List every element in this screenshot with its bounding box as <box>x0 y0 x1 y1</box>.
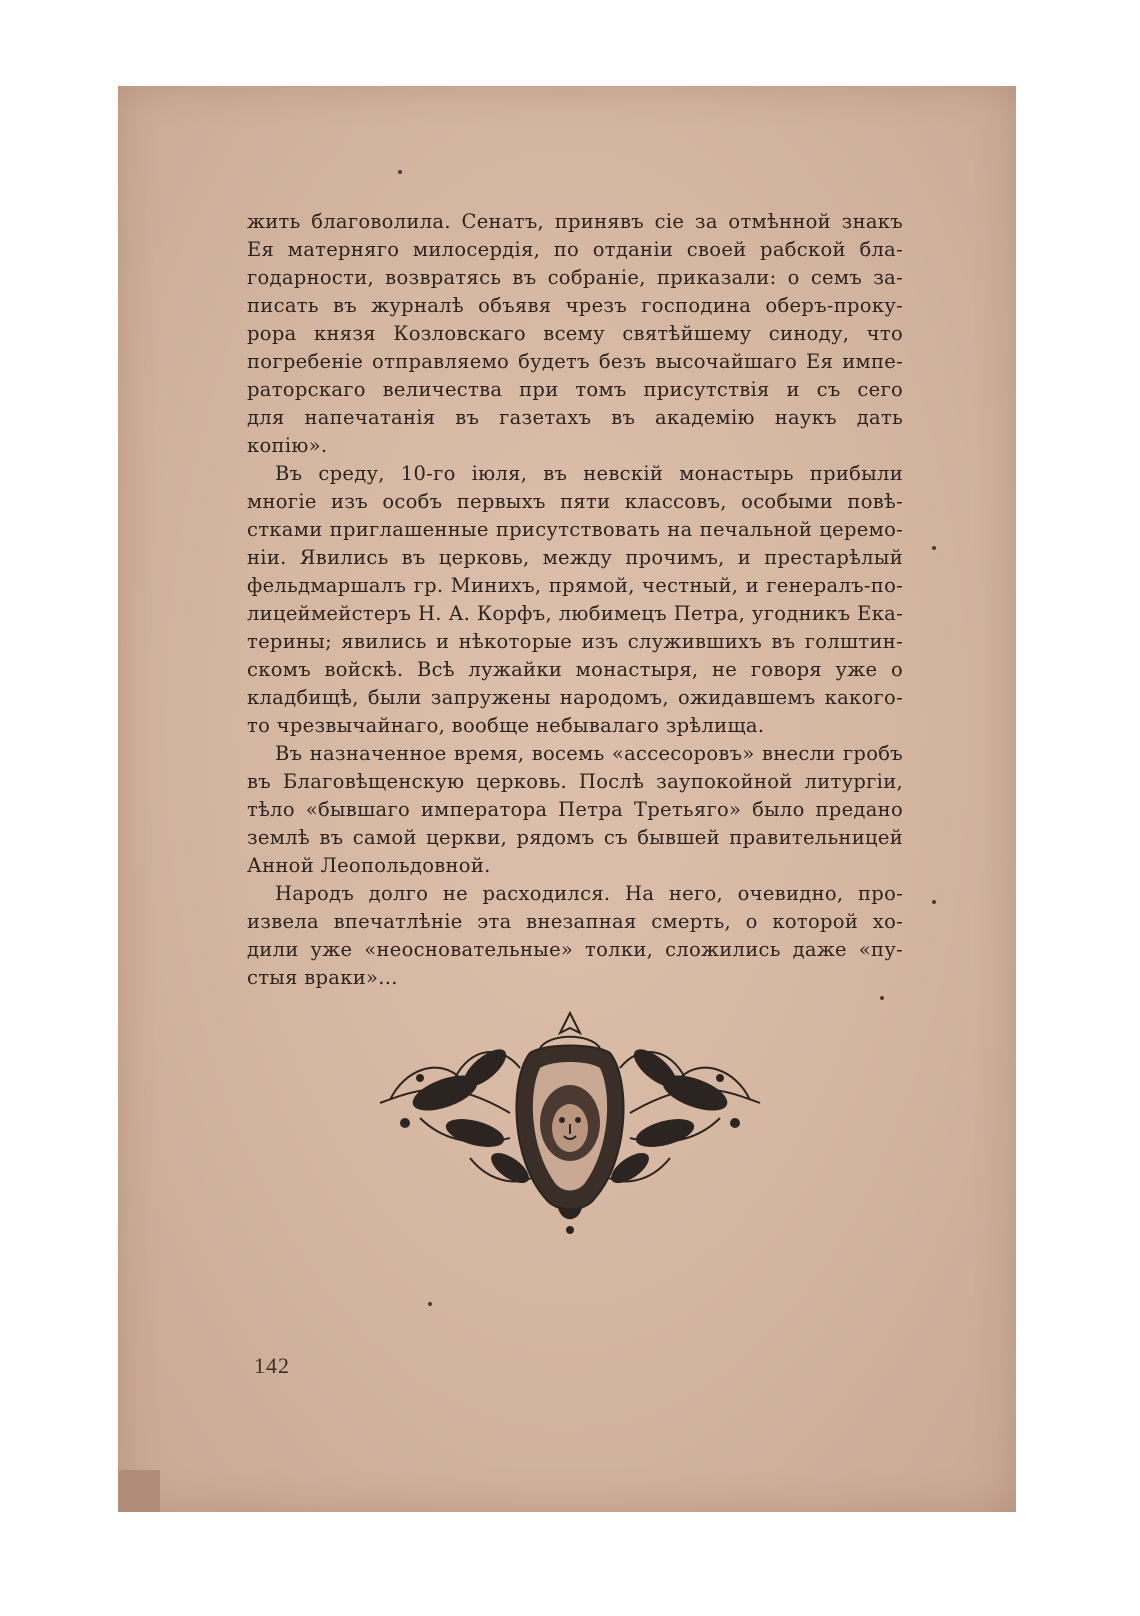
scan-speck <box>880 996 884 1000</box>
text-line: то чрезвычайнаго, вообще небывалаго зрѣлища. <box>247 714 765 737</box>
text-line: стками приглашенные присутствовать на печальной церемо- <box>247 518 903 541</box>
page-edge-mark <box>118 1470 160 1512</box>
text-line: для напечатанія въ газетахъ въ академію наукъ дать <box>247 406 903 429</box>
text-line: писать въ журналѣ объявя чрезъ господина оберъ-проку- <box>247 294 903 317</box>
text-line: въ Благовѣщенскую церковь. Послѣ заупокойной литургіи, <box>247 770 903 793</box>
text-line: Анной Леопольдовной. <box>247 854 491 877</box>
text-line: землѣ въ самой церкви, рядомъ съ бывшей правительницей <box>247 826 903 849</box>
text-line: Народъ долго не расходился. На него, очевидно, про- <box>275 882 903 905</box>
text-line: извела впечатлѣніе эта внезапная смерть, о которой хо- <box>247 910 903 933</box>
text-line: фельдмаршалъ гр. Минихъ, прямой, честный, и генералъ-по- <box>247 574 903 597</box>
text-line: Ея матерняго милосердія, по отданіи своей рабской бла- <box>247 238 903 261</box>
text-line: стыя враки»... <box>247 966 398 989</box>
text-line: Въ среду, 10-го іюля, въ невскій монастырь прибыли <box>275 462 903 485</box>
text-line: раторскаго величества при томъ присутствія и съ сего <box>247 378 903 401</box>
paragraph-2 <box>247 460 903 740</box>
text-line: кладбищѣ, были запружены народомъ, ожидавшемъ какого- <box>247 686 903 709</box>
text-line: тѣло «бывшаго императора Петра Третьяго» было предано <box>247 798 903 821</box>
scan-speck <box>932 900 936 904</box>
lion-head-ornament-icon <box>360 1008 780 1238</box>
text-line: погребеніе отправляемо будетъ безъ высочайшаго Ея импе- <box>247 350 903 373</box>
text-line: Въ назначенное время, восемь «ассесоровъ» внесли гробъ <box>275 742 903 765</box>
text-line: рора князя Козловскаго всему святѣйшему синоду, что <box>247 322 903 345</box>
body-text <box>247 208 903 992</box>
text-line: копію». <box>247 434 328 457</box>
scan-speck <box>428 1302 432 1306</box>
text-line: дили уже «неосновательные» толки, сложились даже «пу- <box>247 938 903 961</box>
paragraph-3 <box>247 740 903 880</box>
paragraph-4 <box>247 880 903 992</box>
text-line: лицеймейстеръ Н. А. Корфъ, любимецъ Петра, угодникъ Ека- <box>247 602 903 625</box>
text-line: жить благоволила. Сенатъ, принявъ сіе за отмѣнной знакъ <box>247 210 903 233</box>
text-line: годарности, возвратясь въ собраніе, приказали: о семъ за- <box>247 266 903 289</box>
paragraph-1 <box>247 208 903 460</box>
text-line: многіе изъ особъ первыхъ пяти классовъ, особыми повѣ- <box>247 490 903 513</box>
scan-speck <box>932 546 936 550</box>
text-line: скомъ войскѣ. Всѣ лужайки монастыря, не говоря уже о <box>247 658 903 681</box>
text-line: терины; явились и нѣкоторые изъ служившихъ въ голштин- <box>247 630 903 653</box>
page-number: 142 <box>254 1353 290 1378</box>
text-line: ніи. Явились въ церковь, между прочимъ, и престарѣлый <box>247 546 903 569</box>
scan-speck <box>398 170 402 174</box>
